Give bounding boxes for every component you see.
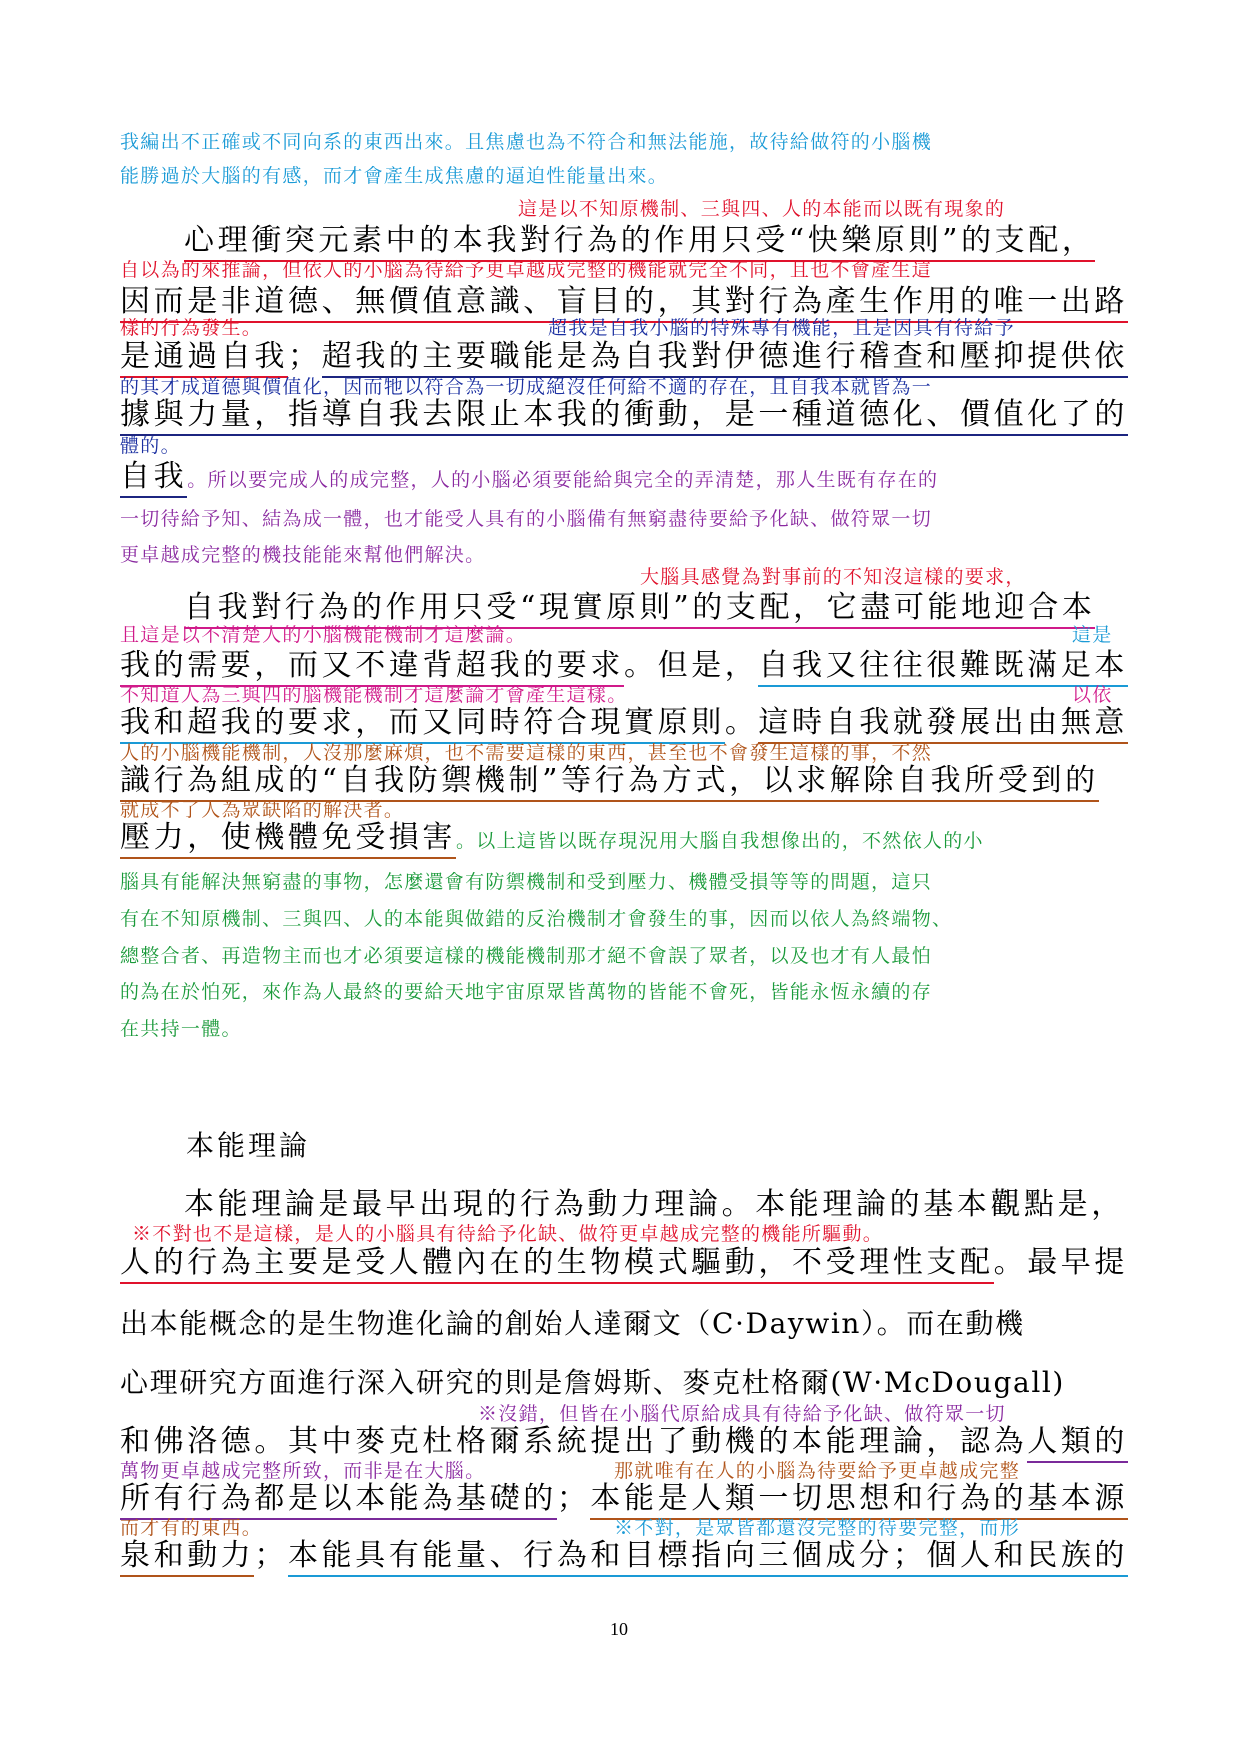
underlined-text: 本能具有能量、行為和目標指向三個成分；個人和民族的 <box>288 1538 1128 1577</box>
main-text-line: 本能理論是最早出現的行為動力理論。本能理論的基本觀點是， <box>184 1187 1125 1222</box>
annotation-line: 那就唯有在人的小腦為待要給予更卓越成完整 <box>614 1460 1021 1482</box>
underlined-text: 我和超我的要求，而又同時符合現實原則 <box>120 705 725 744</box>
text-line: 更卓越成完整的機技能能來幫他們解決。 <box>120 544 486 566</box>
text-line: 我編出不正確或不同向系的東西出來。且焦慮也為不符合和無法能施，故待給做符的小腦機 <box>120 131 933 153</box>
main-text-line: 出本能概念的是生物進化論的創始人達爾文（C·Daywin）。而在動機 <box>120 1307 1025 1340</box>
main-text-line <box>120 1424 1129 1459</box>
text-line: 腦具有能解決無窮盡的事物，怎麼還會有防禦機制和受到壓力、機體受損等等的問題，這只 <box>120 871 933 893</box>
annotation-line: 這是 <box>1072 624 1113 646</box>
annotation-line: 萬物更卓越成完整所致，而非是在大腦。 <box>120 1460 486 1482</box>
punctuation: ； <box>556 1481 591 1516</box>
text-line: 的為在於怕死，來作為人最終的要給天地宇宙原眾皆萬物的皆能不會死，皆能永恆永續的存 <box>120 981 933 1003</box>
main-text-line <box>120 284 1128 319</box>
annotation-text: 。以上這皆以既存現況用大腦自我想像出的，不然依人的小 <box>456 830 984 852</box>
main-text-line <box>184 590 1096 625</box>
underlined-text: 自我對行為的作用只受“現實原則”的支配，它盡可能地迎合本 <box>184 590 1095 629</box>
annotation-line: 以依 <box>1072 684 1113 706</box>
text-line: 一切待給予知、結為成一體，也才能受人具有的小腦備有無窮盡待要給予化缺、做符眾一切 <box>120 508 933 530</box>
underlined-text: 自我又往往很難既滿足本 <box>758 648 1128 687</box>
punctuation: ； <box>288 339 322 374</box>
punctuation: ； <box>254 1538 289 1573</box>
annotation-line: 大腦具感覺為對事前的不知沒這樣的要求， <box>640 566 1026 588</box>
underlined-text: 識行為組成的“自我防禦機制”等行為方式，以求解除自我所受到的 <box>120 763 1099 802</box>
main-text-line <box>120 820 984 855</box>
annotation-line: 不知道人為三與四的腦機能機制才這麼論才會產生這樣。 <box>120 684 628 706</box>
underlined-text: 壓力，使機體免受損害 <box>120 820 456 859</box>
underlined-text: 超我的主要職能是為自我對伊德進行稽查和壓抑提供依 <box>322 339 1128 378</box>
main-text-line: 心理研究方面進行深入研究的則是詹姆斯、麥克杜格爾(W·McDougall) <box>120 1366 1065 1399</box>
section-heading: 本能理論 <box>186 1129 311 1162</box>
underlined-text: 據與力量，指導自我去限止本我的衝動，是一種道德化、價值化了的 <box>120 397 1128 436</box>
annotation-line: 人的小腦機能機制，人沒那麼麻煩，也不需要這樣的東西，甚至也不會發生這樣的事，不然 <box>120 742 933 764</box>
annotation-line: 超我是自我小腦的特殊專有機能，且是因具有待給予 <box>548 317 1015 339</box>
annotation-line: ※沒錯，但皆在小腦代原給成具有待給予化缺、做符眾一切 <box>478 1403 1006 1425</box>
annotation-line: 自以為的來推論，但依人的小腦為待給予更卓越成完整的機能就完全不同，且也不會產生這 <box>120 259 933 281</box>
underlined-text: 這時自我就發展出由無意 <box>758 705 1128 744</box>
underlined-text: 心理衝突元素中的本我對行為的作用只受“快樂原則”的支配， <box>184 223 1095 262</box>
main-text-line <box>120 705 1129 740</box>
main-text-line <box>120 459 939 494</box>
underlined-text: 泉和動力 <box>120 1538 254 1577</box>
text-line: 在共持一體。 <box>120 1018 242 1040</box>
annotation-line: 而才有的東西。 <box>120 1517 263 1539</box>
main-text-line <box>120 397 1128 432</box>
page-number: 10 <box>610 1619 628 1639</box>
plain-text: 和佛洛德。其中麥克杜格爾系統提出了動機的本能理論，認為 <box>120 1424 1028 1459</box>
main-text-line <box>120 1538 1129 1573</box>
underlined-text: 因而是非道德、無價值意識、盲目的，其對行為產生作用的唯一出路 <box>120 284 1128 323</box>
punctuation: 。 <box>724 705 759 740</box>
annotation-line: 的其才成道德與價值化，因而牠以符合為一切成絕沒任何給不適的存在，且自我本就皆為一 <box>120 376 933 398</box>
plain-text: 。最早提 <box>993 1245 1129 1280</box>
underlined-text: 人類的 <box>1027 1424 1128 1463</box>
underlined-text: 是通過自我 <box>120 339 288 378</box>
annotation-line: 這是以不知原機制、三與四、人的本能而以既有現象的 <box>518 198 1006 220</box>
underlined-text: 本能是人類一切思想和行為的基本源 <box>590 1481 1128 1520</box>
annotation-line: ※不對也不是這樣，是人的小腦具有待給予化缺、做符更卓越成完整的機能所驅動。 <box>132 1223 884 1245</box>
plain-text: 。但是， <box>624 648 759 683</box>
annotation-line: 體的。 <box>120 435 181 457</box>
main-text-line <box>184 223 1096 258</box>
main-text-line <box>120 763 1099 798</box>
annotation-line: 且這是以不清楚人的小腦機能機制才這麼論。 <box>120 624 527 646</box>
underlined-text: 自我 <box>120 459 187 498</box>
underlined-text: 所有行為都是以本能為基礎的 <box>120 1481 557 1520</box>
text-line: 總整合者、再造物主而也才必須要這樣的機能機制那才絕不會誤了眾者，以及也才有人最怕 <box>120 945 933 967</box>
annotation-text: 。所以要完成人的成完整，人的小腦必須要能給與完全的弄清楚，那人生既有存在的 <box>187 469 939 491</box>
underlined-text: 我的需要，而又不違背超我的要求 <box>120 648 624 687</box>
text-line: 能勝過於大腦的有感，而才會產生成焦慮的逼迫性能量出來。 <box>120 165 669 187</box>
text-line: 有在不知原機制、三與四、人的本能與做錯的反治機制才會發生的事，因而以依人為終端物、 <box>120 908 953 930</box>
annotation-line: 就成不了人為眾缺陷的解決者。 <box>120 799 405 821</box>
main-text-line <box>120 1481 1129 1516</box>
main-text-line <box>120 648 1129 683</box>
annotation-line: 樣的行為發生。 <box>120 317 263 339</box>
main-text-line <box>120 339 1129 374</box>
underlined-text: 人的行為主要是受人體內在的生物模式驅動，不受理性支配 <box>120 1245 994 1284</box>
annotation-line: ※不對，是眾皆都還沒完整的待要完整，而形 <box>614 1517 1021 1539</box>
main-text-line <box>120 1245 1129 1280</box>
